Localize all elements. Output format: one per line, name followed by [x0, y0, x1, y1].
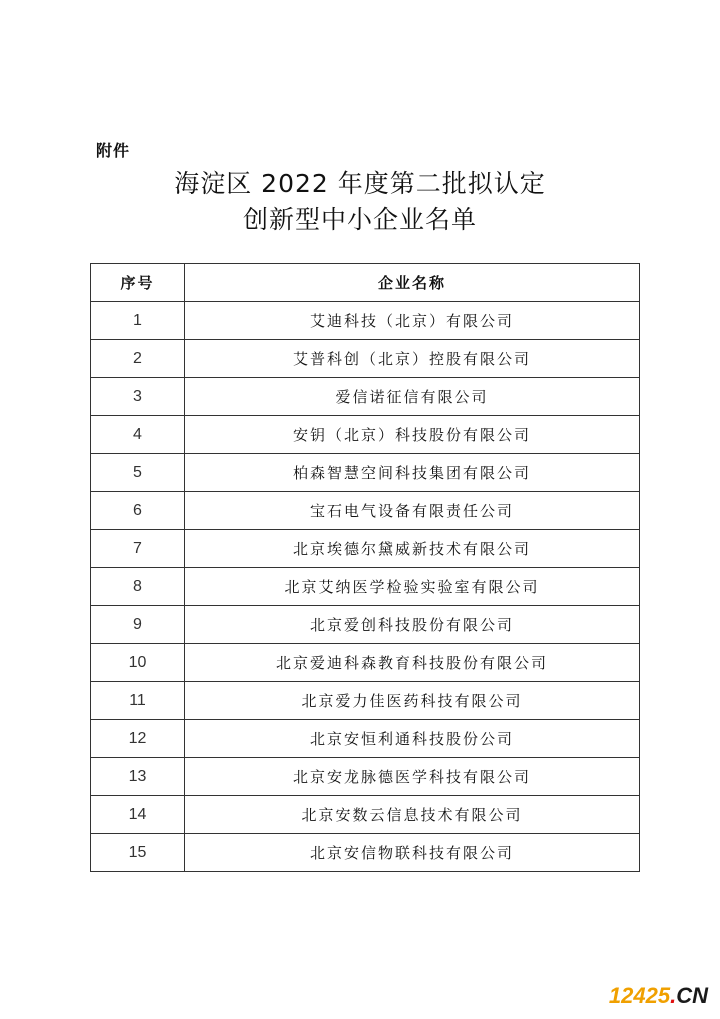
enterprise-name: 北京爱创科技股份有限公司 — [185, 606, 640, 644]
table-row — [91, 568, 640, 606]
table-row — [91, 492, 640, 530]
row-number: 6 — [91, 492, 185, 530]
table-row — [91, 796, 640, 834]
enterprise-name: 北京爱力佳医药科技有限公司 — [185, 682, 640, 720]
table-row — [91, 378, 640, 416]
row-number: 4 — [91, 416, 185, 454]
attachment-label: 附件 — [96, 141, 131, 160]
enterprise-name: 北京爱迪科森教育科技股份有限公司 — [185, 644, 640, 682]
enterprise-name: 爱信诺征信有限公司 — [185, 378, 640, 416]
enterprise-name: 北京安恒利通科技股份公司 — [185, 720, 640, 758]
enterprise-name: 柏森智慧空间科技集团有限公司 — [185, 454, 640, 492]
row-number: 1 — [91, 302, 185, 340]
table-header-row — [91, 264, 640, 302]
row-number: 9 — [91, 606, 185, 644]
table-row — [91, 606, 640, 644]
document-title-line-2: 创新型中小企业名单 — [242, 205, 477, 234]
enterprise-name: 北京安信物联科技有限公司 — [185, 834, 640, 872]
table-row — [91, 454, 640, 492]
table-row — [91, 302, 640, 340]
row-number: 8 — [91, 568, 185, 606]
header-serial-number: 序号 — [91, 264, 185, 302]
enterprise-name: 北京埃德尔黛威新技术有限公司 — [185, 530, 640, 568]
row-number: 10 — [91, 644, 185, 682]
table-row — [91, 758, 640, 796]
row-number: 7 — [91, 530, 185, 568]
watermark-digits: 12425 — [608, 983, 671, 1008]
enterprise-name: 安钥（北京）科技股份有限公司 — [185, 416, 640, 454]
row-number: 14 — [91, 796, 185, 834]
row-number: 15 — [91, 834, 185, 872]
table-row — [91, 834, 640, 872]
enterprise-list-table — [90, 263, 640, 872]
row-number: 12 — [91, 720, 185, 758]
row-number: 13 — [91, 758, 185, 796]
document-title-line-1: 海淀区 2022 年度第二批拟认定 — [174, 169, 546, 198]
enterprise-name: 北京艾纳医学检验实验室有限公司 — [185, 568, 640, 606]
enterprise-name: 北京安龙脉德医学科技有限公司 — [185, 758, 640, 796]
site-watermark-logo — [609, 983, 708, 1009]
table-row — [91, 530, 640, 568]
enterprise-name: 艾迪科技（北京）有限公司 — [185, 302, 640, 340]
table-row — [91, 644, 640, 682]
row-number: 11 — [91, 682, 185, 720]
row-number: 2 — [91, 340, 185, 378]
table-row — [91, 416, 640, 454]
row-number: 3 — [91, 378, 185, 416]
watermark-suffix: CN — [676, 983, 708, 1008]
table-row — [91, 340, 640, 378]
row-number: 5 — [91, 454, 185, 492]
table-row — [91, 720, 640, 758]
header-enterprise-name: 企业名称 — [185, 264, 640, 302]
enterprise-name: 宝石电气设备有限责任公司 — [185, 492, 640, 530]
watermark-dot: . — [670, 983, 677, 1008]
enterprise-name: 艾普科创（北京）控股有限公司 — [185, 340, 640, 378]
table-row — [91, 682, 640, 720]
enterprise-name: 北京安数云信息技术有限公司 — [185, 796, 640, 834]
